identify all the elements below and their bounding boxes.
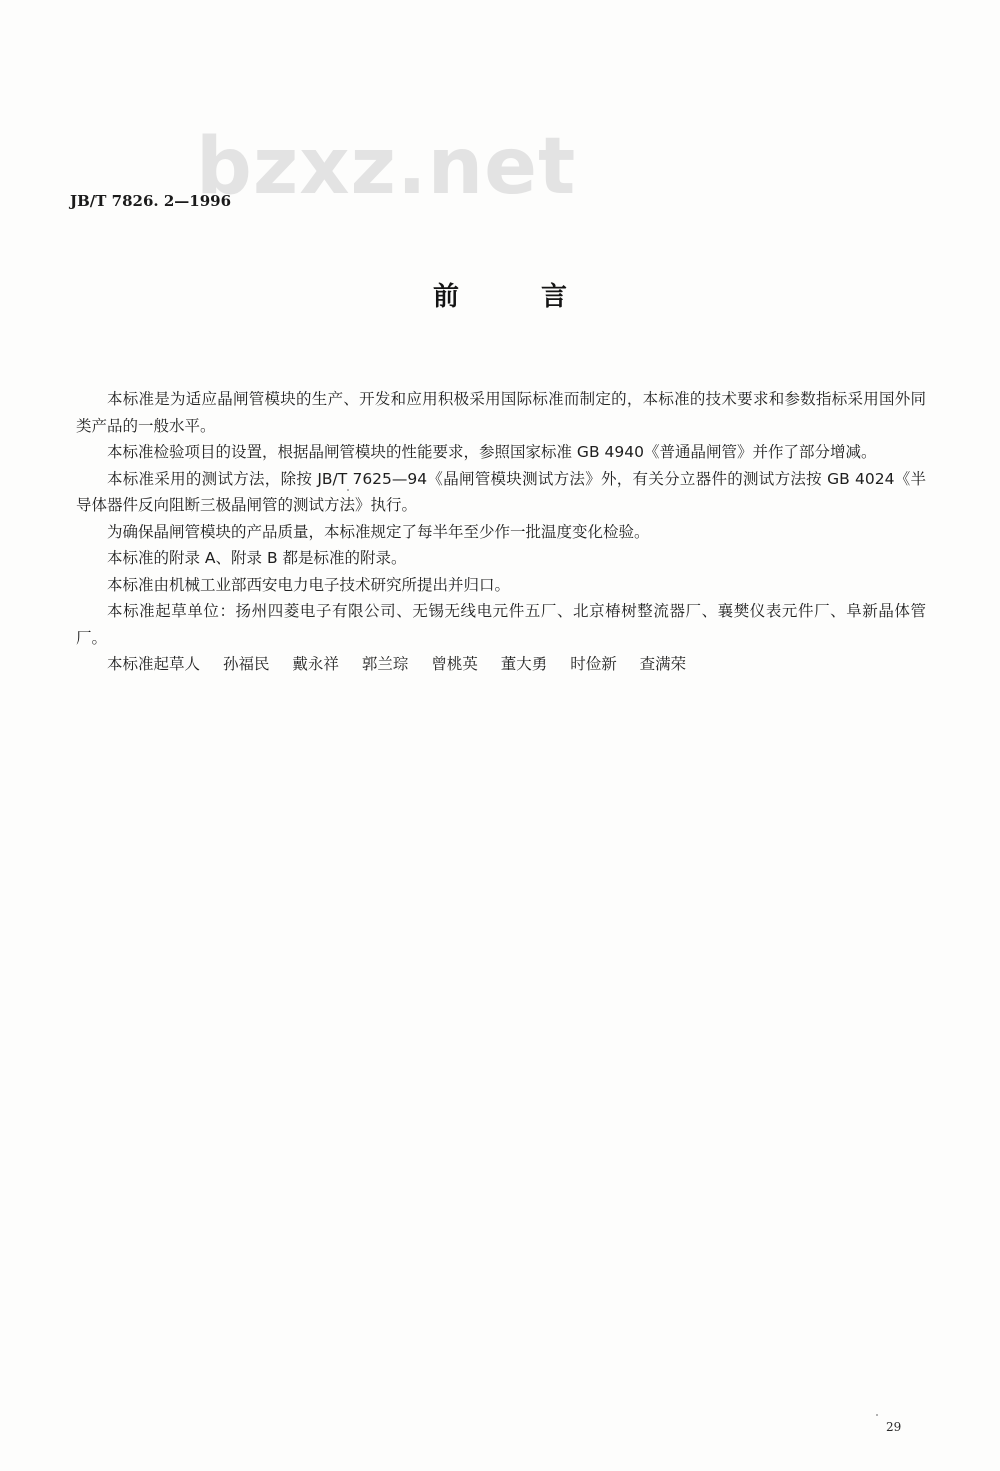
scan-speck (876, 1414, 878, 1416)
scan-speck (347, 489, 349, 491)
paragraph: 本标准采用的测试方法，除按 JB/T 7625—94《晶闸管模块测试方法》外，有关分立器件的测试方法按 GB 4024《半导体器件反向阻断三极晶闸管的测试方法》执行。 (76, 469, 926, 514)
paragraph: 为确保晶闸管模块的产品质量，本标准规定了每半年至少作一批温度变化检验。 (107, 522, 650, 541)
drafter-name: 孙福民 (222, 655, 270, 673)
watermark: bzxz.net (196, 122, 577, 212)
drafter-name: 戴永祥 (292, 655, 339, 673)
drafter-name: 郭兰琮 (361, 655, 409, 673)
page-title: 前言 (432, 282, 649, 312)
paragraph: 本标准由机械工业部西安电力电子技术研究所提出并归口。 (107, 575, 511, 594)
drafters-line (76, 651, 926, 678)
drafter-name: 查满荣 (639, 655, 687, 673)
paragraph: 本标准是为适应晶闸管模块的生产、开发和应用积极采用国际标准而制定的，本标准的技术要求和参数指标采用国外同类产品的一般水平。 (76, 390, 926, 435)
standard-code: JB/T 7826. 2—1996 (70, 192, 232, 210)
drafter-name: 董大勇 (500, 655, 548, 673)
foreword-body (76, 386, 926, 678)
paragraph: 本标准检验项目的设置，根据晶闸管模块的性能要求，参照国家标准 GB 4940《普通晶闸管》并作了部分增减。 (107, 443, 877, 461)
paragraph: 本标准起草单位：扬州四菱电子有限公司、无锡无线电元件五厂、北京椿树整流器厂、襄樊仪表元件厂、阜新晶体管厂。 (76, 602, 926, 647)
page-number: 29 (886, 1420, 902, 1434)
drafter-name: 曾桃英 (431, 655, 478, 673)
drafters-label: 本标准起草人 (107, 655, 201, 673)
drafter-name: 时俭新 (570, 655, 617, 673)
paragraph: 本标准的附录 A、附录 B 都是标准的附录。 (107, 549, 407, 567)
